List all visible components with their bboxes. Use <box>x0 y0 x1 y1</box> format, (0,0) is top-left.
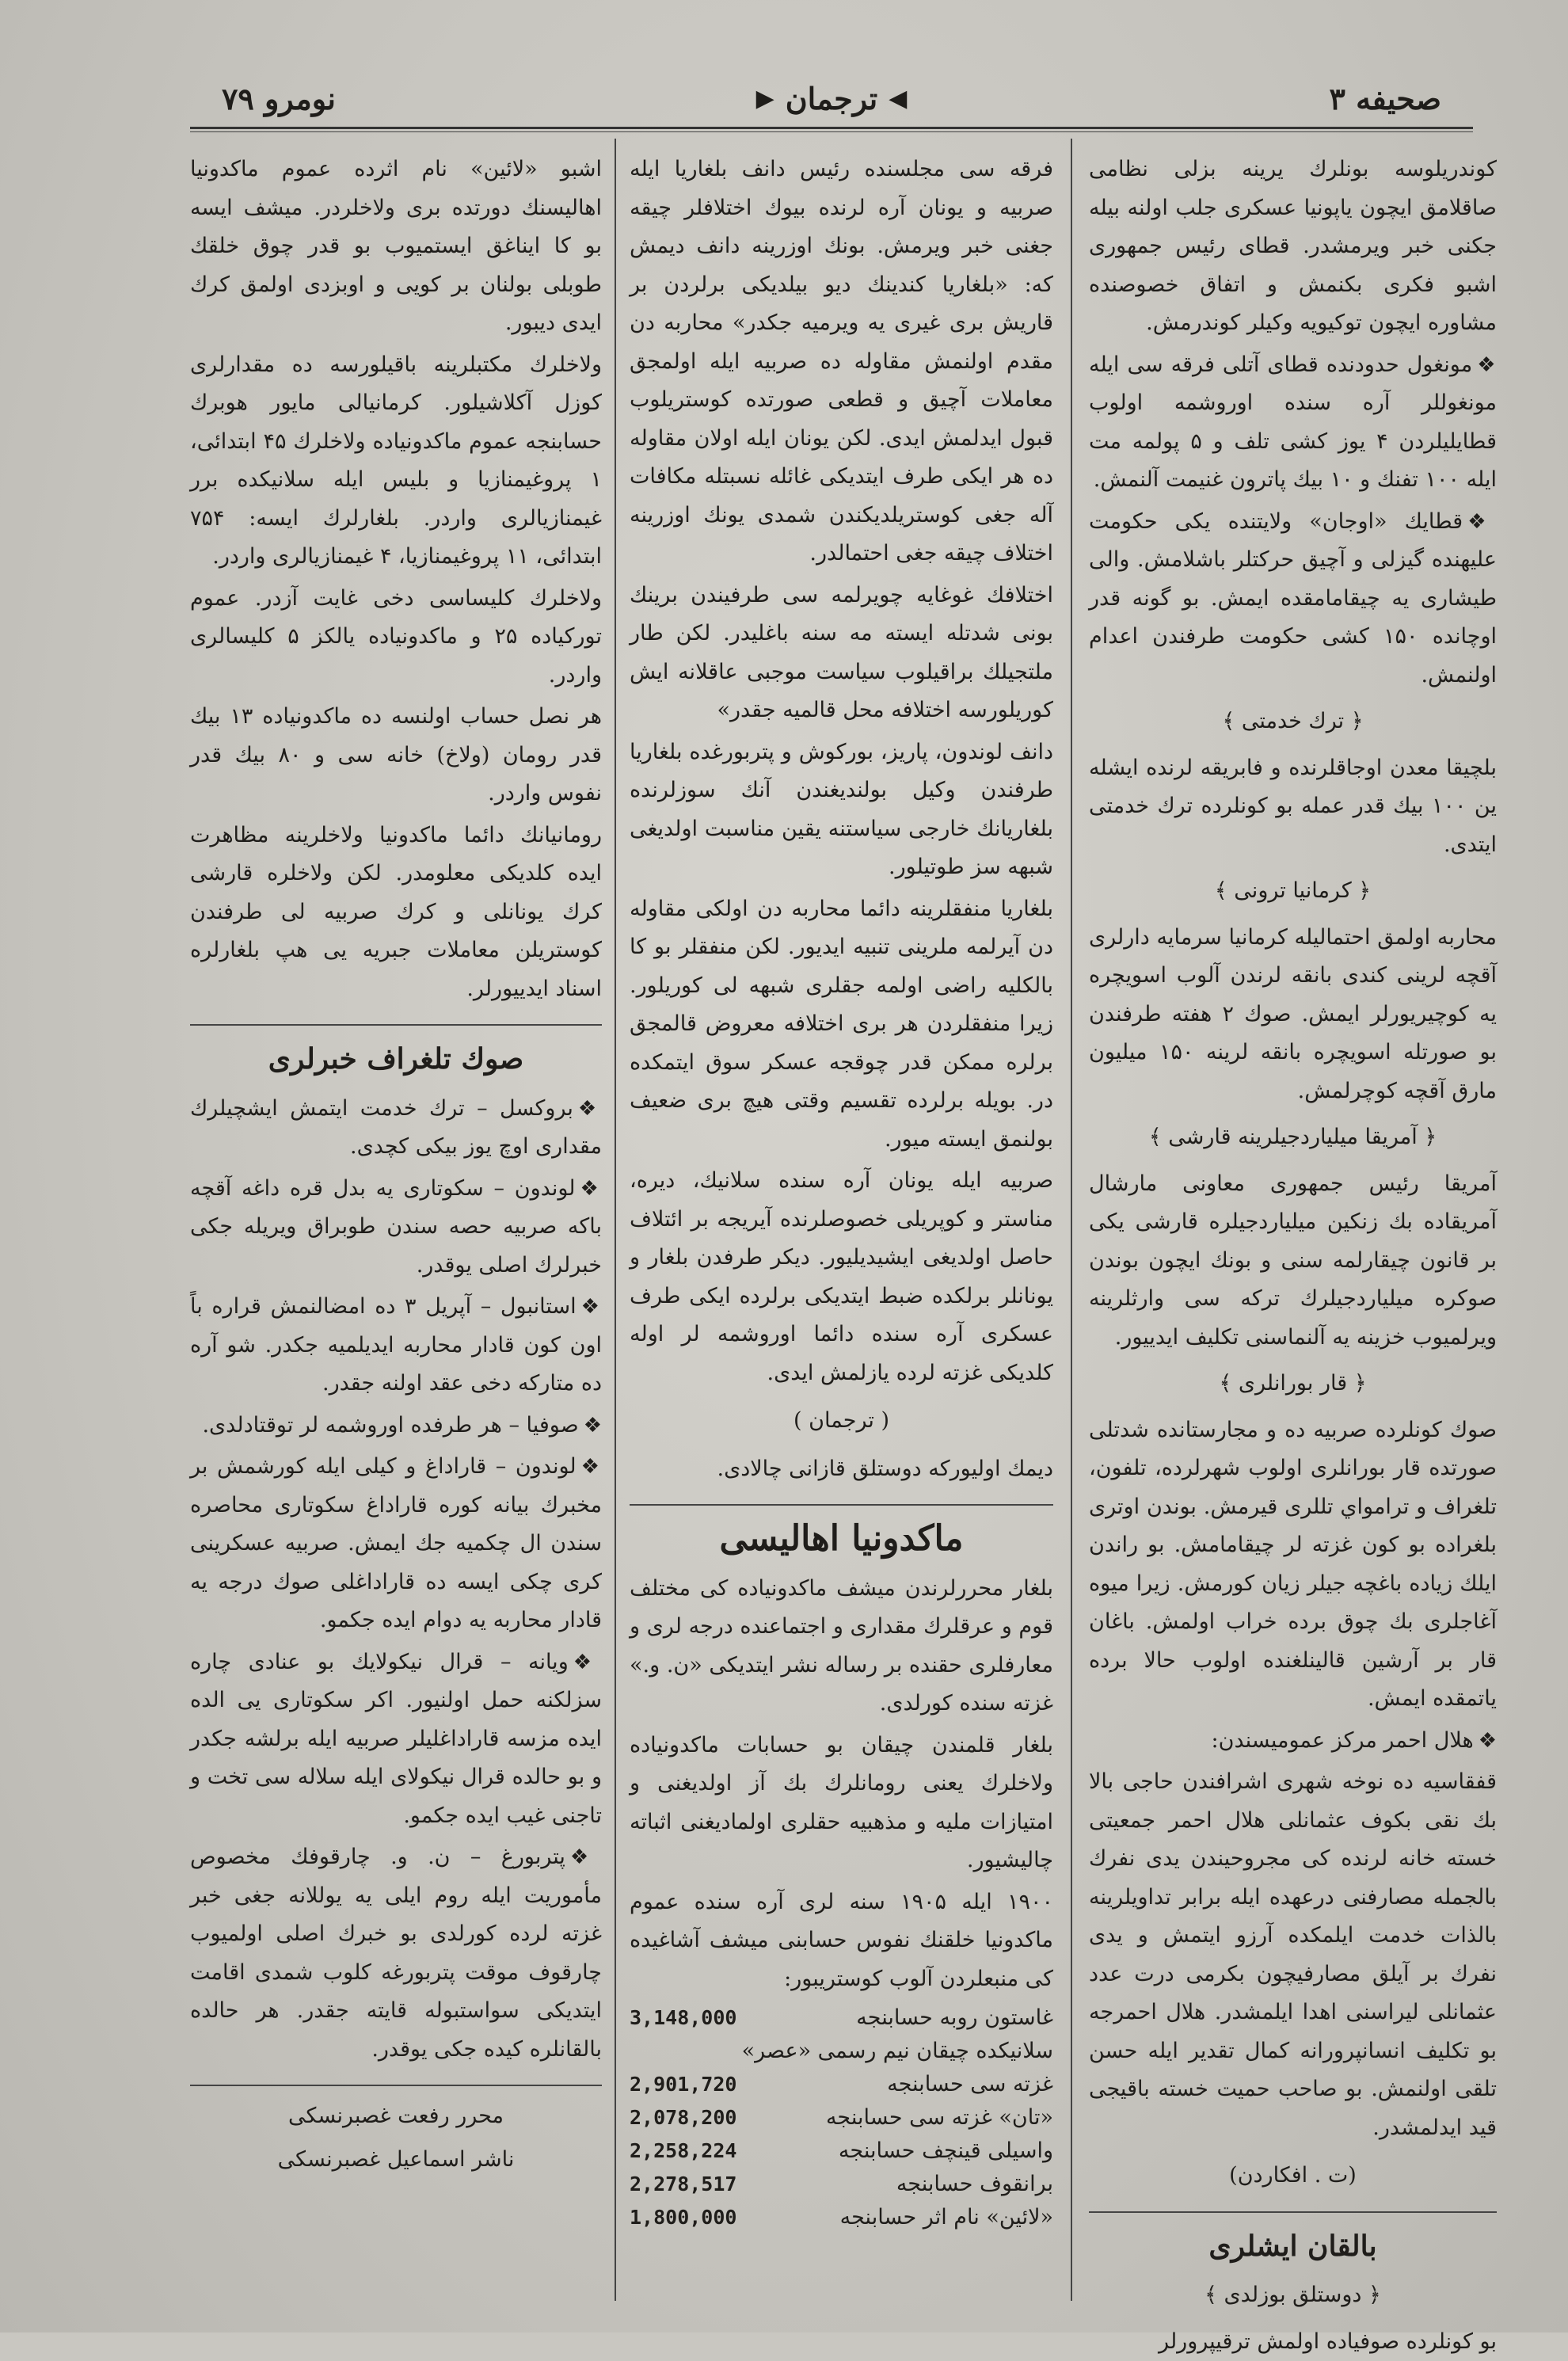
news-heading: ﴿ آمریقا میلیاردجیلرینه قارشی ﴾ <box>1089 1118 1497 1157</box>
article-paragraph: ولاخلرك کلیساسی دخی غایت آزدر. عموم تورکیاده ۲۵ و ماکدونیاده یالکز ۵ کلیسالری واردر. <box>190 580 602 695</box>
article-paragraph: رومانیانك دائما ماکدونیا ولاخلرینه مظاهرت ایده کلدیکی معلومدر. لکن ولاخلره قارشی کرك یونانلی و کرك صربیه لی طرفندن کوستریلن معاملات جبریه یی هپ بلغارلره اسناد ایدییورلر. <box>190 817 602 1009</box>
imprint <box>190 2097 602 2179</box>
article-paragraph: اشبو «لائین» نام اثرده عموم ماکدونیا اهالیسنك دورتده بری ولاخلردر. میشف ایسه بو کا ایناغق ایستمیوب بو قدر چوق خلقك طوبلی بولنان بر کویی و اوبزدی اولمق کرك ایدی دیبور. <box>190 150 602 343</box>
diamond-bullet-icon: ❖ <box>584 1414 602 1438</box>
diamond-bullet-icon: ❖ <box>1479 1729 1497 1753</box>
population-value: 2,278,517 <box>630 2168 736 2201</box>
telegram-item: ❖ویانه – قرال نیکولایك بو عنادی چاره سزلکنه حمل اولنیور. اکر سکوتاری یی الده ایده مزسه قاراداغلیلر صربیه ایله برلشه جکدر و بو حالده قرال نیکولای ایله سلاله سی تخت و تاجنی غیب ایده جکمو. <box>190 1643 602 1836</box>
news-heading: ﴿ دوستلق بوزلدی ﴾ <box>1089 2276 1497 2315</box>
issue-number: نومرو ۷۹ <box>222 81 336 116</box>
section-rule <box>630 1504 1053 1506</box>
population-row <box>630 2134 1053 2168</box>
article-paragraph: ❖مونغول حدودنده قطای آتلی فرقه سی ایله مونغوللر آره سنده اوروشمه اولوب قطایلیلردن ۴ یوز کشی تلف و ۵ پولمه مت ایله ۱۰۰ تفنك و ۱۰ بیك پاترون غنیمت آلنمش. <box>1089 346 1497 500</box>
population-source: «تان» غزته سی حسابنجه <box>826 2101 1053 2134</box>
column-divider <box>1071 139 1072 2301</box>
telegram-item: ❖استانبول – آپریل ۳ ده امضالنمش قراره باً اون کون قادار محاربه ایدیلمیه جکدر. شو آره ده متارکه دخی عقد اولنه جقدر. <box>190 1288 602 1403</box>
article-paragraph: ولاخلرك مکتبلرینه باقیلورسه ده مقدارلری کوزل آکلاشیلور. کرمانیالی مایور هوبرك حسابنجه عموم ماکدونیاده ولاخلرك ۴۵ ابتدائی، ۱ پروغیمنازیا و بلیس ایله سلانیکده برر غیمنازیالری واردر. بلغارلرك ایسه: ۷۵۴ ابتدائی، ۱۱ پروغیمنازیا، ۴ غیمنازیالری واردر. <box>190 346 602 577</box>
section-title: ماکدونیا اهالیسی <box>630 1520 1053 1559</box>
column-right <box>1089 150 1497 2301</box>
article-paragraph: آمریقا رئیس جمهوری معاونی مارشال آمریقاده بك زنکین میلیاردجیلره قارشی یکی بر قانون چیقارلمه سنی و بونك ایچون بوندن صوکره میلیاردجیلرك ترکه سی وارثلرینه ویرلمیوب خزینه یه آلنماسنی تکلیف ایدییور. <box>1089 1165 1497 1358</box>
newspaper-title-text: ترجمان <box>786 81 878 116</box>
news-heading: ﴿ کرمانیا ترونی ﴾ <box>1089 872 1497 911</box>
diamond-bullet-icon: ❖ <box>570 1845 602 1869</box>
article-paragraph: ❖هلال احمر مرکز عمومیسندن: <box>1089 1722 1497 1761</box>
population-value: 1,800,000 <box>630 2201 736 2234</box>
section-rule <box>1089 2211 1497 2213</box>
telegram-item: ❖لوندون – قاراداغ و کیلی ایله کورشمش بر مخبرك بیانه کوره قاراداغ سکوتاری محاصره سندن ال چکمیه جك ایمش. صربیه عسکرینی کری چکی ایسه ده قاراداغلی صوك درجه یه قادار محاربه یه دوام ایده جکمو. <box>190 1448 602 1640</box>
population-row <box>630 2201 1053 2234</box>
article-paragraph: بلچیقا معدن اوجاقلرنده و فابریقه لرنده ایشله ین ۱۰۰ بیك قدر عمله بو کونلرده ترك خدمتی ایتدی. <box>1089 749 1497 865</box>
article-paragraph: قفقاسیه ده نوخه شهری اشرافندن حاجی بالا بك نقی بکوف عثمانلی هلال احمر جمعیتی خسته خانه لرنده کی مجروحیندن یدی نفرك بالجمله مصارفنی درعهده ایله برابر تداویلرینه بالذات خدمت ایلمکده آرزو ایتمش و یدی نفرك بر آیلق مصارفیچون بکرمی درت عدد عثمانلی لیراسنی اهدا ایلمشدر. هلال احمرجه بو تکلیف انسانپرورانه کمال تقدیر ایله حسن تلقی اولنمش. بو صاحب حمیت خسته باقیجی قید ایدلمشدر. <box>1089 1763 1497 2147</box>
header-rule <box>190 127 1473 129</box>
column-left <box>190 150 602 2301</box>
article-paragraph: صوك کونلرده صربیه ده و مجارستانده شدتلی صورتده قار بورانلری اولوب شهرلرده، تلفون، تلغراف و ترامواي تللری قیرمش. بوندن اوترى بلغراده بو کون غزته لر چیقامامش. بو راندن ایلك زیاده باغچه جیلر زیان کورمش. زیرا میوه آغاجلری بك چوق برده خراب اولمش. باغان قار بر آرشین قالینلغنده اولوب حالا برده یاتمقده ایمش. <box>1089 1411 1497 1719</box>
source-attribution: ( ترجمان ) <box>630 1402 1053 1441</box>
article-paragraph: بلغار قلمندن چیقان بو حسابات ماکدونیاده ولاخلرك یعنی رومانلرك بك آز اولدیغنی و امتیازات ملیه و مذهبیه حقلری اولمادیغنی اثباته چالیشیور. <box>630 1727 1053 1880</box>
diamond-bullet-icon: ❖ <box>573 1651 602 1674</box>
ornament-left-icon: ▶ <box>756 85 774 112</box>
publisher-line: ناشر اسماعیل غصبرنسکی <box>190 2141 602 2180</box>
section-title: بالقان ایشلری <box>1089 2227 1497 2266</box>
population-source: برانقوف حسابنجه <box>896 2168 1053 2201</box>
population-source: سلانیکده چیقان نیم رسمی «عصر» <box>742 2035 1053 2068</box>
diamond-bullet-icon: ❖ <box>580 1177 602 1201</box>
population-source: غاستون روبه حسابنجه <box>856 2001 1053 2035</box>
article-paragraph: محاربه اولمق احتمالیله کرمانیا سرمایه دارلری آقچه لرینی کندی بانقه لرندن آلوب اسویچره یه کوچیریورلر ایمش. صوك ۲ هفته طرفندن بو صورتله اسویچره بانقه لرینه ۱۵۰ میلیون مارق آقچه کوچرلمش. <box>1089 919 1497 1111</box>
diamond-bullet-icon: ❖ <box>1477 353 1497 377</box>
news-heading: ﴿ قار بورانلری ﴾ <box>1089 1365 1497 1403</box>
population-row <box>630 2168 1053 2201</box>
population-row <box>630 2068 1053 2101</box>
article-paragraph: ۱۹۰۰ ایله ۱۹۰۵ سنه لری آره سنده عموم ماکدونیا خلقنك نفوس حسابنی میشف آشاغیده کی منبعلردن آلوب کوستریبور: <box>630 1883 1053 1999</box>
population-source: واسیلی قینچف حسابنجه <box>839 2134 1053 2168</box>
ornament-right-icon: ◀ <box>889 85 907 112</box>
section-title: صوك تلغراف خبرلری <box>190 1040 602 1079</box>
footer-rule <box>190 2085 602 2086</box>
article-paragraph: دیمك اولیورکه دوستلق قازانی چالادی. <box>630 1450 1053 1489</box>
article-paragraph: بو کونلرده صوفیاده اولمش ترقیپرورلر <box>1089 2323 1497 2361</box>
newspaper-title <box>756 81 908 116</box>
section-rule <box>190 1024 602 1026</box>
article-paragraph: فرقه سی مجلسنده رئیس دانف بلغاریا ایله صربیه و یونان آره لرنده بیوك اختلافلر چیقه جغنی خبر ویرمش. بونك اوزرینه دانف دیمش که: «بلغاریا کندینك دیو بیلدیکی برلردن بر قاریش بری غیری یه ویرمیه جکدر» محاربه دن مقدم اولنمش مقاوله ده صربیه ایله اولمجق معاملات آچیق و قطعی صورتده کوستریلوب قبول ایدلمش ایدی. لکن یونان ایله اولان مقاوله ده هر ایکی طرف ایتدیکی غائله نسبتله مکافات آله جغی کوستریلدیکندن شمدی یونك اوزرینه اختلاف چیقه جغی احتمالدر. <box>630 150 1053 573</box>
diamond-bullet-icon: ❖ <box>581 1295 602 1319</box>
source-attribution: (ت . افکاردن) <box>1089 2157 1497 2195</box>
article-paragraph: بلغار محررلرندن میشف ماکدونیاده کی مختلف قوم و عرقلرك مقداری و اجتماعنده درجه لری و معارفلری حقنده بر رساله نشر ایتدیکی «ن. و.» غزته سنده کورلدی. <box>630 1570 1053 1723</box>
article-paragraph: بلغاریا منفقلرینه دائما محاربه دن اولکی مقاوله دن آیرلمه ملرینی تنبیه ایدیور. لکن منفقلر بو کا بالکلیه راضی اولمه جقلری شبهه لی کوریلور. زیرا منفقلردن هر بری اختلافه معروض قالمجق برلره ممکن قدر چوقجه عسکر سوق ایتمکده در. بویله برلرده تقسیم وقتی هیچ بری ضعیف بولنمق ایسته میور. <box>630 890 1053 1160</box>
diamond-bullet-icon: ❖ <box>578 1097 602 1121</box>
population-source: غزته سی حسابنجه <box>887 2068 1053 2101</box>
telegram-item: ❖صوفیا – هر طرفده اوروشمه لر توقتادلدی. <box>190 1407 602 1445</box>
telegram-item: ❖بروکسل – ترك خدمت ایتمش ایشچیلرك مقداری اوچ یوز بیکی کچدی. <box>190 1090 602 1167</box>
telegram-item: ❖پتربورغ – ن. و. چارقوفك مخصوص مأموریت ایله روم ایلی یه یوللانه جغی خبر غزته لرده کورلدی بو خبرك اصلی اولمیوب چارقوف موقت پتربورغه کلوب شمدی اقامت ایتدیکی سواستبوله قایته جقدر. هر حالده بالقانلره کیده جکی یوقدر. <box>190 1838 602 2069</box>
population-value: 2,901,720 <box>630 2068 736 2101</box>
population-source: «لائین» نام اثر حسابنجه <box>840 2201 1053 2234</box>
telegram-item: ❖لوندون – سکوتاری یه بدل قره داغه آقچه باکه صربیه حصه سندن طوبراق ویریله جکی خبرلرك اصلی یوقدر. <box>190 1170 602 1285</box>
diamond-bullet-icon: ❖ <box>1467 510 1497 534</box>
column-middle <box>630 150 1053 2301</box>
masthead <box>190 73 1473 128</box>
population-value: 3,148,000 <box>630 2001 736 2035</box>
column-divider <box>615 139 616 2301</box>
page-number: صحیفه ۳ <box>1329 81 1441 116</box>
population-row <box>630 2101 1053 2134</box>
population-row <box>630 2035 1053 2068</box>
population-table <box>630 2001 1053 2234</box>
news-heading: ﴿ ترك خدمتی ﴾ <box>1089 703 1497 741</box>
population-value: 2,078,200 <box>630 2101 736 2134</box>
article-paragraph: هر نصل حساب اولنسه ده ماکدونیاده ۱۳ بیك قدر رومان (ولاخ) خانه سی و ۸۰ بیك قدر نفوس واردر. <box>190 698 602 813</box>
editor-line: محرر رفعت غصبرنسکی <box>190 2097 602 2136</box>
article-paragraph: ❖قطایك «اوجان» ولایتنده یکی حکومت علیهنده گیزلی و آچیق حرکتلر باشلامش. والی طیشاری یه چیقامامقده ایمش. بو گونه قدر اوچاندە ۱۵۰ کشی حکومت طرفندن اعدام اولنمش. <box>1089 503 1497 695</box>
population-row <box>630 2001 1053 2035</box>
article-paragraph: کوندریلوسه بونلرك یرینه بزلی نظامی صاقلامق ایچون یاپونیا عسکری جلب اولنه بیله جکنی خبر ویرمشدر. قطای رئیس جمهوری اشبو فکری بکنمش و اتفاق خصوصنده مشاوره ایچون توکیویه وکیلر کوندرمش. <box>1089 150 1497 343</box>
article-paragraph: صربیه ایله یونان آره سنده سلانیك، دیره، مناستر و کوپریلی خصوصلرنده آیریجه بر ائتلاف حاصل اولدیغی ایشیدیلیور. دیکر طرفدن بلغار و یونانلر برلکده ضبط ایتدیکی برلرده ایکی طرف عسکری آره سنده دائما اوروشمه لر اوله کلدیکی غزته لرده یازلمش ایدی. <box>630 1162 1053 1392</box>
article-paragraph: دانف لوندون، پاریز، بورکوش و پتربورغده بلغاریا طرفندن وکیل بولندیغندن آنك سوزلرنده بلغاریانك خارجی سیاستنه یقین مناسبت اولدیغی شبهه سز طوتیلور. <box>630 733 1053 887</box>
population-value: 2,258,224 <box>630 2134 736 2168</box>
article-paragraph: اختلافك غوغایه چویرلمه سی طرفیندن برینك بونی شدتله ایسته مه سنه باغلیدر. لکن طار ملتجیلك براقیلوب سیاست موجبی عاقلانه ایش کوریلورسه اختلافه محل قالمیه جقدر» <box>630 577 1053 730</box>
header-rule-thin <box>190 131 1473 132</box>
diamond-bullet-icon: ❖ <box>581 1455 602 1479</box>
